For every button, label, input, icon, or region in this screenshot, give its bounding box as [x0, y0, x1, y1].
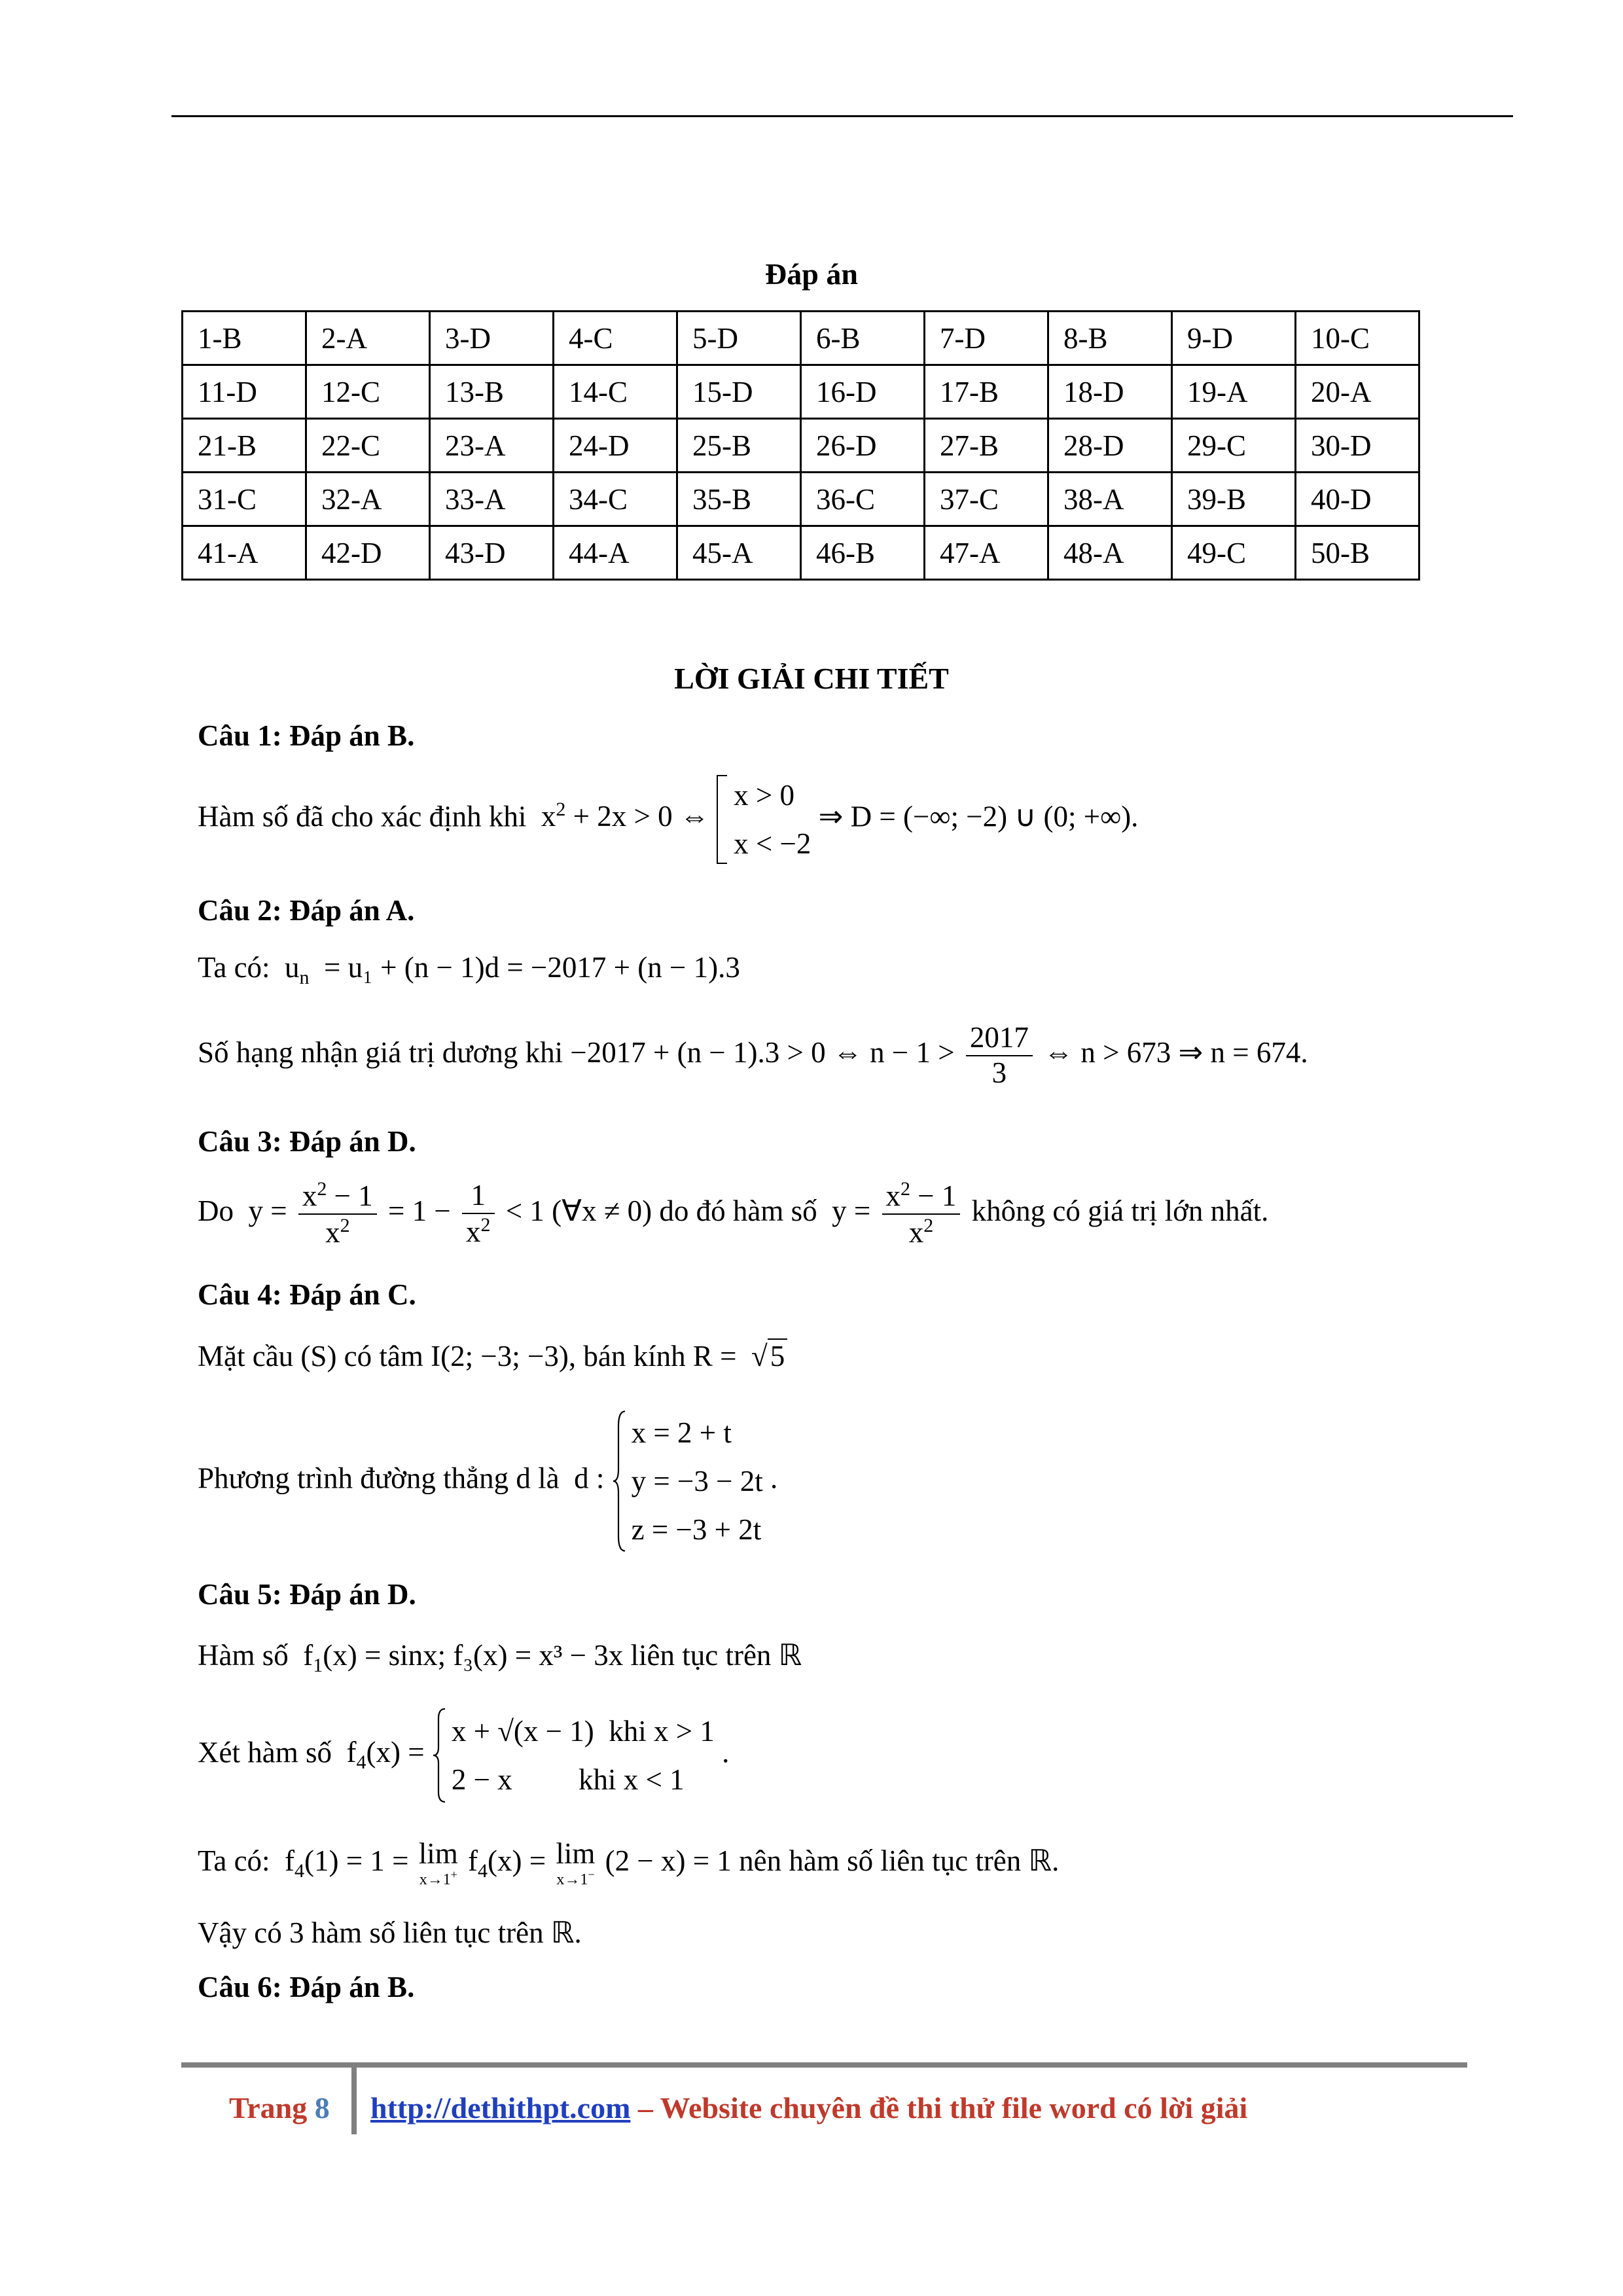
answer-cell: 40-D	[1296, 473, 1419, 526]
top-rule	[171, 115, 1513, 117]
answer-cell: 28-D	[1048, 419, 1172, 473]
answer-cell: 15-D	[677, 365, 801, 419]
answer-cell: 31-C	[183, 473, 306, 526]
q3-tail: không có giá trị lớn nhất.	[971, 1194, 1269, 1228]
q5-piece1: x + √(x − 1) khi x > 1	[451, 1715, 715, 1748]
footer-link[interactable]: http://dethithpt.com	[370, 2091, 631, 2125]
q5-piece2: 2 − x khi x < 1	[451, 1763, 685, 1796]
answer-cell: 35-B	[677, 473, 801, 526]
q5-line3: Ta có: $f_4(1) = 1$ = lim x→1+ $f_4(x)$ = lim x→1− (2 − x) = 1 nên hàm số liên tục trên ℝ.	[198, 1837, 1060, 1888]
answer-cell: 32-A	[306, 473, 430, 526]
answer-cell: 5-D	[677, 312, 801, 365]
q2-fraction	[966, 1021, 1033, 1090]
answer-cell: 34-C	[554, 473, 677, 526]
answer-cell: 49-C	[1172, 526, 1296, 580]
q3-heading: Câu 3: Đáp án D.	[198, 1125, 416, 1158]
answer-table	[181, 310, 1420, 581]
q4-heading: Câu 4: Đáp án C.	[198, 1278, 416, 1311]
q4-sys1: x = 2 + t	[631, 1416, 732, 1449]
q1-expr: $x^2 + 2x > 0$ ⇔	[533, 798, 709, 833]
answer-title: Đáp án	[765, 257, 858, 291]
answer-cell: 38-A	[1048, 473, 1172, 526]
answer-row	[183, 312, 1419, 365]
q4-sys2: y = −3 − 2t	[631, 1465, 763, 1498]
answer-cell: 29-C	[1172, 419, 1296, 473]
footer-page-number: 8	[314, 2091, 330, 2125]
answer-cell: 24-D	[554, 419, 677, 473]
answer-row	[183, 365, 1419, 419]
q6-heading: Câu 6: Đáp án B.	[198, 1971, 415, 2003]
q4-sys3: z = −3 + 2t	[631, 1513, 762, 1546]
solutions-title: LỜI GIẢI CHI TIẾT	[674, 662, 949, 695]
q4-text2: Phương trình đường thẳng d là	[198, 1462, 560, 1495]
answer-cell: 9-D	[1172, 312, 1296, 365]
answer-row	[183, 473, 1419, 526]
answer-cell: 14-C	[554, 365, 677, 419]
q2-prefix: Ta có:	[198, 951, 270, 984]
q5-heading: Câu 5: Đáp án D.	[198, 1578, 416, 1611]
q5-text3: Ta có:	[198, 1844, 270, 1878]
answer-cell: 19-A	[1172, 365, 1296, 419]
answer-cell: 39-B	[1172, 473, 1296, 526]
answer-cell: 48-A	[1048, 526, 1172, 580]
q1-text: Hàm số đã cho xác định khi	[198, 800, 527, 833]
footer-rule	[181, 2062, 1467, 2068]
answer-cell: 23-A	[430, 419, 554, 473]
answer-cell: 1-B	[183, 312, 306, 365]
answer-cell: 37-C	[925, 473, 1048, 526]
q5-expr1: (x) = sinx; f₃(x) = x³ − 3x	[323, 1639, 624, 1672]
q3-mid: = 1 −	[388, 1194, 451, 1228]
q2-heading: Câu 2: Đáp án A.	[198, 894, 415, 927]
answer-cell: 10-C	[1296, 312, 1419, 365]
answer-cell: 3-D	[430, 312, 554, 365]
footer-page-label: Trang	[229, 2091, 308, 2125]
q3-frac1: $\frac{x^2 - 1}{x^2}$	[298, 1178, 377, 1250]
answer-cell: 50-B	[1296, 526, 1419, 580]
answer-cell: 18-D	[1048, 365, 1172, 419]
answer-cell: 41-A	[183, 526, 306, 580]
answer-cell: 11-D	[183, 365, 306, 419]
q1-bracket-system	[717, 771, 811, 868]
answer-cell: 47-A	[925, 526, 1048, 580]
q2-line2	[198, 1021, 1308, 1090]
q5-piecewise	[432, 1707, 715, 1804]
q2-frac-num: 2017	[966, 1021, 1033, 1056]
answer-cell: 2-A	[306, 312, 430, 365]
answer-cell: 33-A	[430, 473, 554, 526]
q3-frac3: $\frac{x^2 - 1}{x^2}$	[882, 1178, 961, 1250]
q3-line: Do y = $\frac{x^2 - 1}{x^2}$ = 1 − $\frac{1}{x^2}$ < 1 (∀x ≠ 0) do đó hàm số y = $\frac{x^2 - 1}{x^2}$ không có giá trị lớn nhất.	[198, 1178, 1269, 1249]
footer-separator	[351, 2062, 357, 2134]
q4-line1: Mặt cầu (S) có tâm I(2; −3; −3), bán kính R = √5	[198, 1339, 787, 1373]
answer-cell: 13-B	[430, 365, 554, 419]
q2-frac-den: 3	[991, 1056, 1007, 1089]
q5-line4: Vậy có 3 hàm số liên tục trên ℝ.	[198, 1916, 582, 1949]
q4-brace-system	[612, 1408, 763, 1554]
footer-tagline: – Website chuyên đề thi thử file word có lời giải	[630, 2091, 1248, 2125]
answer-cell: 17-B	[925, 365, 1048, 419]
answer-cell: 22-C	[306, 419, 430, 473]
q2-expr2: −2017 + (n − 1).3 > 0 ⇔ n − 1 >	[570, 1036, 955, 1069]
answer-cell: 8-B	[1048, 312, 1172, 365]
answer-cell: 7-D	[925, 312, 1048, 365]
q3-do: Do	[198, 1194, 234, 1228]
q5-tail3: nên hàm số liên tục trên ℝ.	[739, 1844, 1060, 1878]
answer-row	[183, 526, 1419, 580]
q5-tail1: liên tục trên ℝ	[630, 1639, 802, 1672]
q5-text1: Hàm số	[198, 1639, 289, 1672]
q5-line2: Xét hàm số $f_4(x)$ = x + √(x − 1) khi x > 1 2 − x khi x < 1 .	[198, 1707, 729, 1804]
answer-cell: 36-C	[801, 473, 925, 526]
q1-line	[198, 771, 1138, 868]
footer-text	[370, 2090, 1247, 2125]
q2-line1	[198, 950, 740, 989]
q2-prefix2: Số hạng nhận giá trị dương khi	[198, 1036, 563, 1069]
footer-page	[229, 2090, 330, 2125]
answer-cell: 30-D	[1296, 419, 1419, 473]
answer-cell: 12-C	[306, 365, 430, 419]
q5-text2: Xét hàm số	[198, 1736, 332, 1769]
q1-heading: Câu 1: Đáp án B.	[198, 719, 415, 752]
answer-cell: 20-A	[1296, 365, 1419, 419]
q2-expr1: = u₁ + (n − 1)d = −2017 + (n − 1).3	[324, 951, 740, 984]
answer-cell: 16-D	[801, 365, 925, 419]
q2-tail: ⇔ n > 673 ⇒ n = 674.	[1044, 1036, 1308, 1069]
q3-text: do đó hàm số	[659, 1194, 817, 1228]
answer-row	[183, 419, 1419, 473]
q1-result: ⇒ D = (−∞; −2) ∪ (0; +∞).	[818, 800, 1139, 833]
q1-cond1: x > 0	[734, 779, 795, 812]
answer-cell: 4-C	[554, 312, 677, 365]
q1-cond2: x < −2	[734, 827, 812, 860]
answer-cell: 42-D	[306, 526, 430, 580]
q4-line2: Phương trình đường thẳng d là d : x = 2 + t y = −3 − 2t z = −3 + 2t .	[198, 1408, 777, 1554]
q2-un: $u_n$	[277, 951, 310, 988]
answer-cell: 43-D	[430, 526, 554, 580]
q4-radius: 5	[768, 1338, 788, 1372]
answer-cell: 45-A	[677, 526, 801, 580]
answer-cell: 6-B	[801, 312, 925, 365]
q4-text1: Mặt cầu (S) có tâm I(2; −3; −3), bán kính R =	[198, 1340, 737, 1372]
answer-cell: 44-A	[554, 526, 677, 580]
answer-cell: 46-B	[801, 526, 925, 580]
q5-line1: Hàm số $f_1(x) = \sin x$; f₃(x) = x³ − 3x liên tục trên ℝ	[198, 1639, 802, 1676]
q3-frac2: $\frac{1}{x^2}$	[462, 1179, 495, 1249]
answer-cell: 25-B	[677, 419, 801, 473]
answer-cell: 27-B	[925, 419, 1048, 473]
q3-ineq: < 1 (∀x ≠ 0)	[505, 1194, 652, 1228]
answer-cell: 21-B	[183, 419, 306, 473]
answer-cell: 26-D	[801, 419, 925, 473]
